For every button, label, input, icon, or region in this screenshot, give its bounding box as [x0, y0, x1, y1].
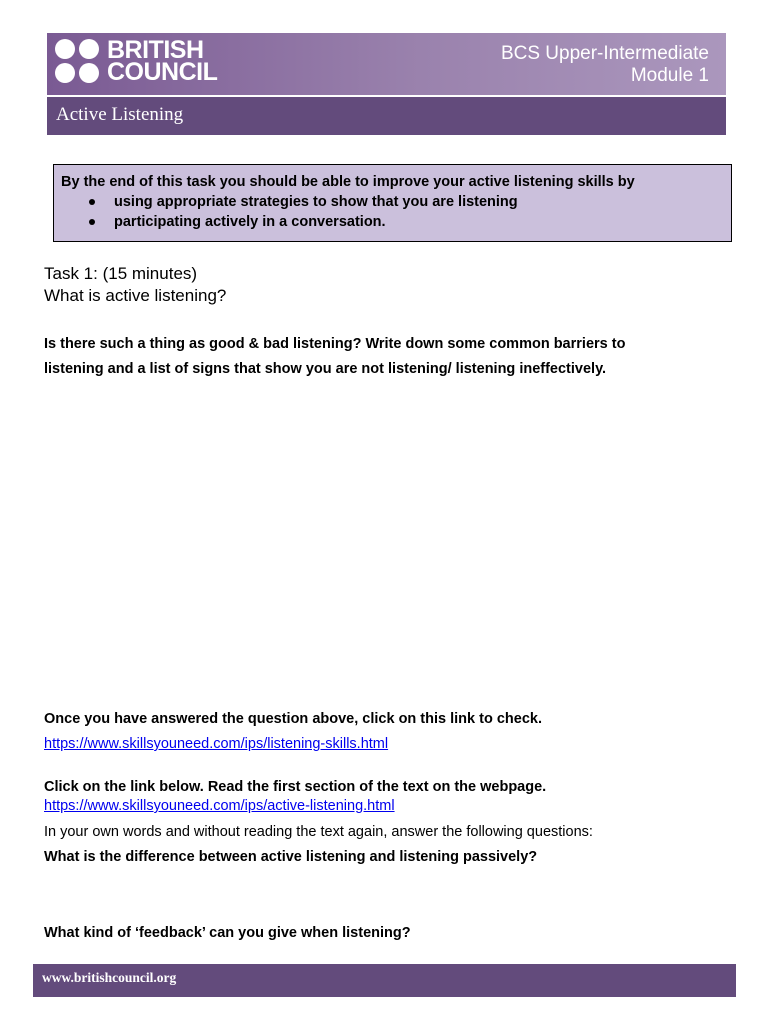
- header-banner: [47, 33, 726, 95]
- task-question: [44, 332, 625, 382]
- course-name: BCS Upper-Intermediate: [500, 43, 709, 64]
- question-line-1: Is there such a thing as good & bad listening? Write down some common barriers to: [44, 336, 626, 352]
- objectives-list: [87, 192, 731, 232]
- title-banner: [47, 97, 726, 135]
- learning-objectives-box: [53, 164, 732, 242]
- reading-prompt: In your own words and without reading the text again, answer the following questions:: [44, 824, 593, 840]
- logo-dots-icon: [55, 39, 99, 83]
- objective-item: using appropriate strategies to show that you are listening: [87, 192, 731, 212]
- logo-wordmark: [107, 36, 218, 86]
- page-title: Active Listening: [56, 104, 184, 125]
- check-instruction: Once you have answered the question above, click on this link to check.: [44, 711, 542, 727]
- question-line-2: listening and a list of signs that show you are not listening/ listening ineffectively.: [44, 361, 607, 377]
- british-council-logo: [55, 36, 218, 86]
- question-active-vs-passive: What is the difference between active listening and listening passively?: [44, 849, 538, 865]
- objective-item: participating actively in a conversation.: [87, 212, 731, 232]
- footer-url: www.britishcouncil.org: [42, 970, 177, 985]
- course-label: [501, 43, 709, 87]
- reading-instruction: Click on the link below. Read the first section of the text on the webpage.: [44, 779, 547, 795]
- footer-banner: [33, 964, 736, 997]
- logo-line-1: BRITISH: [107, 36, 204, 64]
- question-feedback: What kind of ‘feedback’ can you give when listening?: [44, 925, 411, 941]
- module-name: Module 1: [630, 65, 709, 86]
- objectives-intro: By the end of this task you should be able to improve your active listening skills by: [61, 174, 635, 190]
- task-title: What is active listening?: [44, 286, 227, 305]
- task-heading: [44, 263, 226, 307]
- task-number: Task 1: (15 minutes): [44, 264, 198, 283]
- listening-skills-link[interactable]: https://www.skillsyouneed.com/ips/listening-skills.html: [44, 736, 389, 752]
- active-listening-link[interactable]: https://www.skillsyouneed.com/ips/active-listening.html: [44, 798, 395, 814]
- logo-line-2: COUNCIL: [107, 58, 218, 86]
